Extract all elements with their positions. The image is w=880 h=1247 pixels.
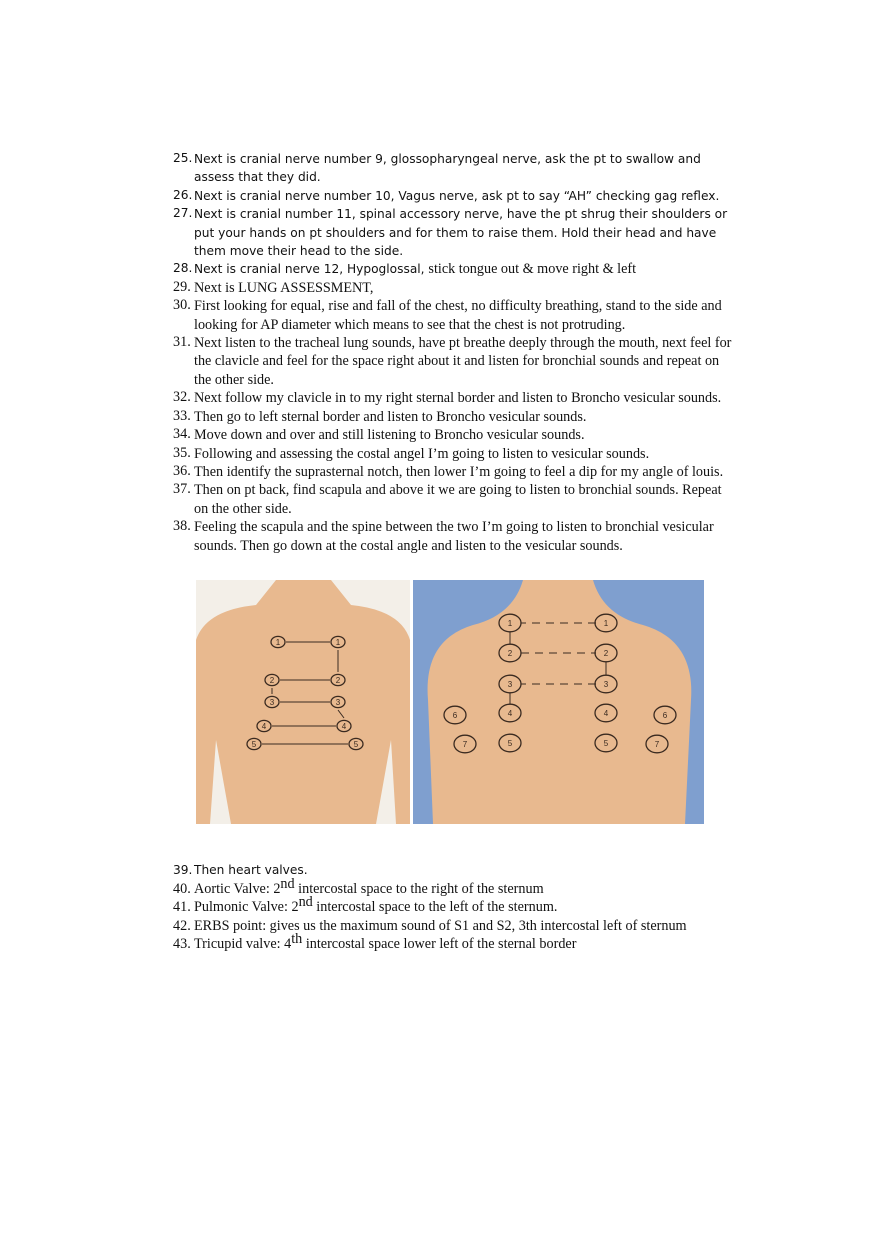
back-marker-label: 2 (603, 649, 609, 658)
item-number: 39. (173, 863, 193, 877)
posterior-back-auscultation-figure (413, 580, 704, 824)
chest-marker-label: 2 (335, 676, 341, 685)
text-run: ERBS point: gives us the maximum sound of S1 and S2, 3th intercostal left of sternum (194, 917, 687, 934)
item-number: 41. (173, 899, 191, 916)
back-marker-label: 6 (452, 711, 458, 720)
text-run: Next is LUNG ASSESSMENT, (194, 279, 374, 296)
back-marker-label: 1 (603, 619, 609, 628)
item-number: 38. (173, 518, 191, 535)
item-number: 27. (173, 206, 193, 221)
text-run: Then heart valves. (194, 863, 308, 877)
text-run: Next follow my clavicle in to my right sternal border and listen to Broncho vesicular sounds. (194, 390, 722, 407)
text-run: Then go to left sternal border and listen to Broncho vesicular sounds. (194, 408, 587, 425)
chest-marker-label: 1 (275, 638, 281, 647)
item-text (194, 150, 733, 187)
item-text (194, 894, 733, 917)
list-item (173, 518, 733, 555)
chest-marker-label: 1 (335, 638, 341, 647)
text-run: Move down and over and still listening to Broncho vesicular sounds. (194, 427, 585, 444)
item-number: 42. (173, 917, 191, 934)
back-marker-label: 7 (654, 740, 660, 749)
back-marker-label: 5 (603, 739, 609, 748)
item-number: 34. (173, 426, 191, 443)
list-item (173, 408, 733, 426)
chest-marker-label: 4 (341, 722, 347, 731)
back-marker-label: 2 (507, 649, 513, 658)
text-run: intercostal space lower left of the sternal border (302, 936, 577, 953)
item-text (194, 205, 733, 260)
instruction-list-bottom (173, 861, 733, 954)
item-text (194, 389, 733, 407)
list-item (173, 917, 733, 936)
item-text (194, 875, 733, 899)
item-text (194, 445, 733, 463)
text-run: Tricupid valve: 4 (194, 936, 292, 953)
text-run: Aortic Valve: 2 (194, 880, 281, 897)
list-item (173, 279, 733, 297)
item-number: 30. (173, 297, 191, 314)
item-text (194, 463, 733, 481)
back-marker-label: 4 (507, 709, 513, 718)
back-marker-label: 1 (507, 619, 513, 628)
item-text (194, 334, 733, 389)
chest-marker-label: 2 (269, 676, 275, 685)
item-text (194, 518, 733, 555)
item-text (194, 481, 733, 518)
text-run: Next is cranial nerve number 9, glossopharyngeal nerve, ask the pt to swallow and assess that they did. (194, 152, 701, 185)
item-number: 28. (173, 261, 193, 276)
item-text (194, 297, 733, 334)
superscript: nd (298, 894, 313, 911)
item-number: 43. (173, 936, 191, 953)
back-marker-label: 3 (507, 680, 513, 689)
list-item (173, 463, 733, 481)
item-text (194, 279, 733, 297)
text-run: Then on pt back, find scapula and above it we are going to listen to bronchial sounds. Repeat on the other side. (194, 482, 722, 517)
list-item (173, 389, 733, 407)
item-text (194, 917, 733, 936)
text-run: Pulmonic Valve: 2 (194, 899, 299, 916)
text-run: Next is cranial nerve 12, Hypoglossal, (194, 262, 429, 277)
text-run: First looking for equal, rise and fall of the chest, no difficulty breathing, stand to the side and looking for AP diameter which means to see that the chest is not protruding. (194, 298, 722, 333)
chest-marker-label: 3 (269, 698, 275, 707)
list-item (173, 334, 733, 389)
list-item (173, 894, 733, 917)
list-item (173, 205, 733, 260)
list-item (173, 481, 733, 518)
instruction-list-top (173, 150, 733, 555)
item-number: 32. (173, 389, 191, 406)
list-item (173, 187, 733, 205)
text-run: Next listen to the tracheal lung sounds, have pt breathe deeply through the mouth, next feel for the clavicle and feel for the space right about it and listen for bronchial sounds and repeat on the other side. (194, 335, 732, 388)
back-marker-label: 6 (662, 711, 668, 720)
list-item (173, 297, 733, 334)
item-number: 37. (173, 481, 191, 498)
text-run: stick tongue out & move right & left (428, 261, 637, 278)
list-item (173, 260, 733, 278)
superscript: nd (280, 875, 295, 892)
item-number: 40. (173, 880, 191, 897)
list-item (173, 445, 733, 463)
item-text (194, 260, 733, 278)
back-marker-label: 5 (507, 739, 513, 748)
text-run: Feeling the scapula and the spine between the two I’m going to listen to bronchial vesicular sounds. Then go down at the costal angle and listen to the vesicular sounds. (194, 519, 714, 554)
list-item (173, 150, 733, 187)
superscript: th (291, 931, 303, 948)
text-run: Then identify the suprasternal notch, then lower I’m going to feel a dip for my angle of louis. (194, 463, 724, 480)
back-marker-label: 4 (603, 709, 609, 718)
text-run: intercostal space to the right of the sternum (294, 880, 544, 897)
chest-marker-label: 4 (261, 722, 267, 731)
anterior-chest-auscultation-figure (196, 580, 410, 824)
item-number: 35. (173, 444, 191, 461)
item-number: 36. (173, 462, 191, 479)
item-text (194, 931, 733, 954)
list-item (173, 861, 733, 880)
text-run: Next is cranial nerve number 10, Vagus nerve, ask pt to say “AH” checking gag reflex. (194, 188, 720, 203)
back-marker-label: 3 (603, 680, 609, 689)
list-item (173, 875, 733, 899)
list-item (173, 426, 733, 444)
text-run: Following and assessing the costal angel I’m going to listen to vesicular sounds. (194, 445, 650, 462)
chest-marker-label: 5 (353, 740, 359, 749)
list-item (173, 931, 733, 954)
item-number: 26. (173, 187, 193, 202)
item-text (194, 408, 733, 426)
item-text (194, 861, 733, 880)
chest-marker-label: 5 (251, 740, 257, 749)
text-run: Next is cranial number 11, spinal accessory nerve, have the pt shrug their shoulders or put your hands on pt shoulders and for them to raise them. Hold their head and have them move their head to the side. (194, 207, 728, 259)
item-text (194, 426, 733, 444)
item-number: 29. (173, 278, 191, 295)
item-number: 31. (173, 334, 191, 351)
item-text (194, 187, 733, 205)
item-number: 25. (173, 151, 193, 165)
text-run: intercostal space to the left of the sternum. (312, 899, 558, 916)
chest-marker-label: 3 (335, 698, 341, 707)
back-marker-label: 7 (462, 740, 468, 749)
item-number: 33. (173, 407, 191, 424)
